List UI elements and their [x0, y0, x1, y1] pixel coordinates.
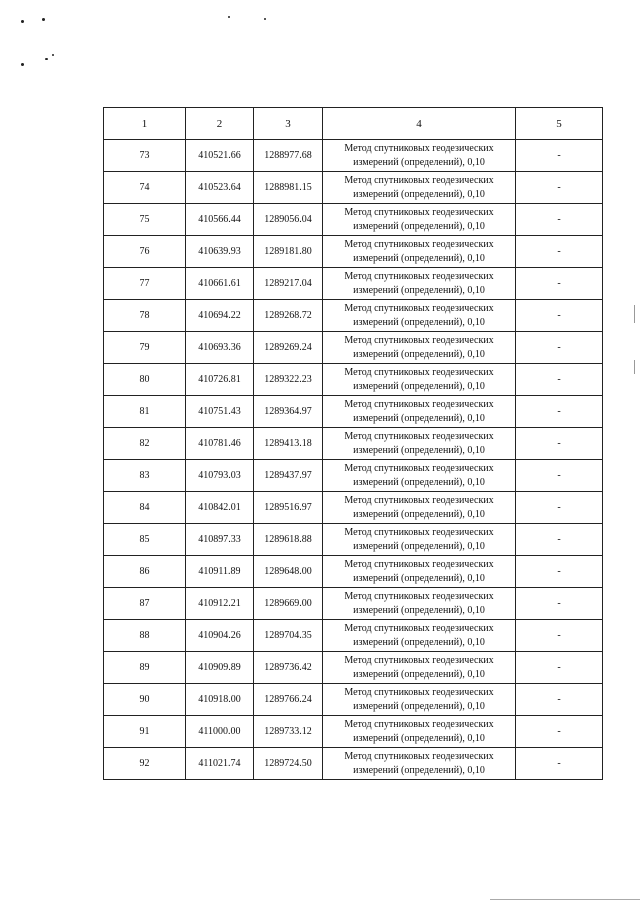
method-line-2: измерений (определений), 0,10	[353, 604, 485, 616]
scan-speck	[228, 16, 230, 18]
table-row	[104, 620, 603, 652]
method-line-1: Метод спутниковых геодезических	[344, 750, 494, 762]
y-coordinate-cell: 1289269.24	[254, 332, 323, 364]
point-number-cell: 76	[104, 236, 186, 268]
point-number-cell: 92	[104, 748, 186, 780]
y-coordinate-cell: 1289413.18	[254, 428, 323, 460]
table-row	[104, 748, 603, 780]
col5-cell: -	[516, 332, 603, 364]
method-line-1: Метод спутниковых геодезических	[344, 238, 494, 250]
method-cell	[323, 588, 516, 620]
x-coordinate-cell: 410661.61	[186, 268, 254, 300]
method-cell	[323, 300, 516, 332]
col5-cell: -	[516, 460, 603, 492]
point-number-cell: 84	[104, 492, 186, 524]
table-row	[104, 684, 603, 716]
method-line-2: измерений (определений), 0,10	[353, 764, 485, 776]
method-cell	[323, 172, 516, 204]
x-coordinate-cell: 410694.22	[186, 300, 254, 332]
method-line-2: измерений (определений), 0,10	[353, 732, 485, 744]
point-number-cell: 87	[104, 588, 186, 620]
scan-speck	[21, 63, 24, 66]
point-number-cell: 80	[104, 364, 186, 396]
col5-cell: -	[516, 716, 603, 748]
method-line-1: Метод спутниковых геодезических	[344, 654, 494, 666]
y-coordinate-cell: 1289766.24	[254, 684, 323, 716]
method-line-1: Метод спутниковых геодезических	[344, 206, 494, 218]
table-row	[104, 556, 603, 588]
method-line-2: измерений (определений), 0,10	[353, 284, 485, 296]
coordinates-table	[103, 107, 603, 780]
scan-speck	[45, 58, 48, 60]
method-line-1: Метод спутниковых геодезических	[344, 270, 494, 282]
col5-cell: -	[516, 588, 603, 620]
y-coordinate-cell: 1289217.04	[254, 268, 323, 300]
method-cell	[323, 716, 516, 748]
method-line-2: измерений (определений), 0,10	[353, 444, 485, 456]
method-cell	[323, 364, 516, 396]
col5-cell: -	[516, 172, 603, 204]
table-body	[104, 140, 603, 780]
x-coordinate-cell: 410911.89	[186, 556, 254, 588]
col5-cell: -	[516, 524, 603, 556]
method-line-1: Метод спутниковых геодезических	[344, 622, 494, 634]
method-line-2: измерений (определений), 0,10	[353, 380, 485, 392]
col5-cell: -	[516, 492, 603, 524]
point-number-cell: 86	[104, 556, 186, 588]
scan-bottom-line	[490, 899, 640, 900]
scan-edge-mark	[634, 360, 635, 374]
table-row	[104, 588, 603, 620]
table-row	[104, 460, 603, 492]
col5-cell: -	[516, 428, 603, 460]
point-number-cell: 78	[104, 300, 186, 332]
y-coordinate-cell: 1288981.15	[254, 172, 323, 204]
x-coordinate-cell: 410904.26	[186, 620, 254, 652]
y-coordinate-cell: 1288977.68	[254, 140, 323, 172]
method-line-1: Метод спутниковых геодезических	[344, 302, 494, 314]
x-coordinate-cell: 410912.21	[186, 588, 254, 620]
method-cell	[323, 460, 516, 492]
col5-cell: -	[516, 620, 603, 652]
method-line-2: измерений (определений), 0,10	[353, 252, 485, 264]
x-coordinate-cell: 410918.00	[186, 684, 254, 716]
header-col-5: 5	[516, 108, 603, 140]
method-cell	[323, 524, 516, 556]
point-number-cell: 91	[104, 716, 186, 748]
x-coordinate-cell: 410566.44	[186, 204, 254, 236]
method-line-1: Метод спутниковых геодезических	[344, 590, 494, 602]
col5-cell: -	[516, 140, 603, 172]
table-row	[104, 140, 603, 172]
y-coordinate-cell: 1289516.97	[254, 492, 323, 524]
x-coordinate-cell: 411000.00	[186, 716, 254, 748]
method-line-2: измерений (определений), 0,10	[353, 316, 485, 328]
method-line-2: измерений (определений), 0,10	[353, 572, 485, 584]
col5-cell: -	[516, 364, 603, 396]
x-coordinate-cell: 410726.81	[186, 364, 254, 396]
scan-speck	[42, 18, 45, 21]
x-coordinate-cell: 410909.89	[186, 652, 254, 684]
y-coordinate-cell: 1289648.00	[254, 556, 323, 588]
method-cell	[323, 332, 516, 364]
col5-cell: -	[516, 236, 603, 268]
method-line-2: измерений (определений), 0,10	[353, 700, 485, 712]
point-number-cell: 82	[104, 428, 186, 460]
x-coordinate-cell: 411021.74	[186, 748, 254, 780]
x-coordinate-cell: 410897.33	[186, 524, 254, 556]
table-row	[104, 396, 603, 428]
point-number-cell: 89	[104, 652, 186, 684]
col5-cell: -	[516, 684, 603, 716]
method-line-1: Метод спутниковых геодезических	[344, 334, 494, 346]
col5-cell: -	[516, 396, 603, 428]
col5-cell: -	[516, 556, 603, 588]
method-cell	[323, 268, 516, 300]
scan-edge-mark	[634, 305, 635, 323]
y-coordinate-cell: 1289364.97	[254, 396, 323, 428]
table-row	[104, 364, 603, 396]
x-coordinate-cell: 410842.01	[186, 492, 254, 524]
x-coordinate-cell: 410639.93	[186, 236, 254, 268]
y-coordinate-cell: 1289618.88	[254, 524, 323, 556]
method-line-2: измерений (определений), 0,10	[353, 540, 485, 552]
method-cell	[323, 396, 516, 428]
x-coordinate-cell: 410781.46	[186, 428, 254, 460]
table-row	[104, 332, 603, 364]
y-coordinate-cell: 1289733.12	[254, 716, 323, 748]
method-cell	[323, 684, 516, 716]
col5-cell: -	[516, 300, 603, 332]
header-col-3: 3	[254, 108, 323, 140]
method-line-2: измерений (определений), 0,10	[353, 156, 485, 168]
method-line-1: Метод спутниковых геодезических	[344, 462, 494, 474]
table-row	[104, 428, 603, 460]
point-number-cell: 73	[104, 140, 186, 172]
point-number-cell: 83	[104, 460, 186, 492]
point-number-cell: 90	[104, 684, 186, 716]
point-number-cell: 77	[104, 268, 186, 300]
col5-cell: -	[516, 748, 603, 780]
y-coordinate-cell: 1289181.80	[254, 236, 323, 268]
col5-cell: -	[516, 652, 603, 684]
col5-cell: -	[516, 268, 603, 300]
method-cell	[323, 620, 516, 652]
point-number-cell: 74	[104, 172, 186, 204]
y-coordinate-cell: 1289268.72	[254, 300, 323, 332]
col5-cell: -	[516, 204, 603, 236]
method-line-1: Метод спутниковых геодезических	[344, 174, 494, 186]
x-coordinate-cell: 410523.64	[186, 172, 254, 204]
x-coordinate-cell: 410751.43	[186, 396, 254, 428]
table-row	[104, 172, 603, 204]
y-coordinate-cell: 1289437.97	[254, 460, 323, 492]
method-line-2: измерений (определений), 0,10	[353, 188, 485, 200]
table-row	[104, 236, 603, 268]
method-line-2: измерений (определений), 0,10	[353, 220, 485, 232]
point-number-cell: 79	[104, 332, 186, 364]
method-line-2: измерений (определений), 0,10	[353, 412, 485, 424]
method-line-2: измерений (определений), 0,10	[353, 348, 485, 360]
method-line-1: Метод спутниковых геодезических	[344, 558, 494, 570]
table-row	[104, 492, 603, 524]
point-number-cell: 85	[104, 524, 186, 556]
method-line-2: измерений (определений), 0,10	[353, 508, 485, 520]
method-cell	[323, 236, 516, 268]
method-line-1: Метод спутниковых геодезических	[344, 430, 494, 442]
method-line-1: Метод спутниковых геодезических	[344, 718, 494, 730]
scan-speck	[21, 20, 24, 23]
y-coordinate-cell: 1289322.23	[254, 364, 323, 396]
table-row	[104, 524, 603, 556]
scan-speck	[52, 54, 54, 56]
x-coordinate-cell: 410693.36	[186, 332, 254, 364]
table-row	[104, 652, 603, 684]
x-coordinate-cell: 410521.66	[186, 140, 254, 172]
point-number-cell: 88	[104, 620, 186, 652]
y-coordinate-cell: 1289704.35	[254, 620, 323, 652]
method-cell	[323, 492, 516, 524]
method-cell	[323, 748, 516, 780]
scan-speck	[264, 18, 266, 20]
method-cell	[323, 556, 516, 588]
method-cell	[323, 204, 516, 236]
method-line-2: измерений (определений), 0,10	[353, 668, 485, 680]
header-col-4: 4	[323, 108, 516, 140]
table-row	[104, 300, 603, 332]
method-line-2: измерений (определений), 0,10	[353, 476, 485, 488]
method-cell	[323, 428, 516, 460]
method-line-1: Метод спутниковых геодезических	[344, 398, 494, 410]
y-coordinate-cell: 1289056.04	[254, 204, 323, 236]
table-row	[104, 716, 603, 748]
table-row	[104, 268, 603, 300]
method-line-1: Метод спутниковых геодезических	[344, 366, 494, 378]
header-col-2: 2	[186, 108, 254, 140]
method-line-1: Метод спутниковых геодезических	[344, 142, 494, 154]
method-cell	[323, 652, 516, 684]
y-coordinate-cell: 1289724.50	[254, 748, 323, 780]
header-col-1: 1	[104, 108, 186, 140]
method-line-2: измерений (определений), 0,10	[353, 636, 485, 648]
y-coordinate-cell: 1289669.00	[254, 588, 323, 620]
y-coordinate-cell: 1289736.42	[254, 652, 323, 684]
method-line-1: Метод спутниковых геодезических	[344, 686, 494, 698]
method-cell	[323, 140, 516, 172]
method-line-1: Метод спутниковых геодезических	[344, 494, 494, 506]
x-coordinate-cell: 410793.03	[186, 460, 254, 492]
table-header-row	[104, 108, 603, 140]
point-number-cell: 81	[104, 396, 186, 428]
method-line-1: Метод спутниковых геодезических	[344, 526, 494, 538]
table-row	[104, 204, 603, 236]
point-number-cell: 75	[104, 204, 186, 236]
